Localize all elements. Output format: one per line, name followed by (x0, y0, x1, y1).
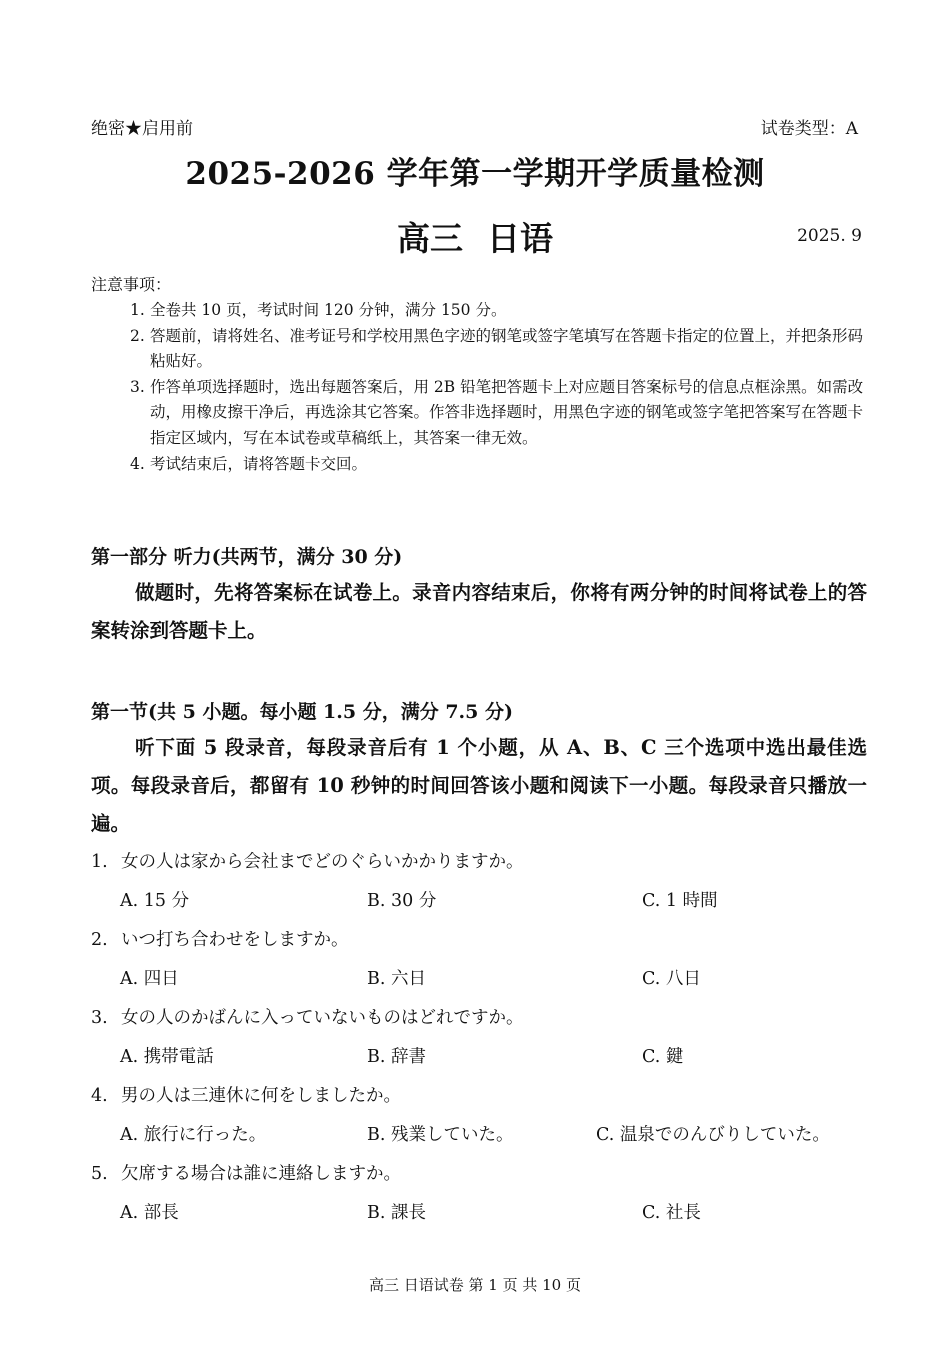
question-3 (91, 1004, 524, 1029)
note-text: 作答单项选择题时，选出每题答案后，用 2B 铅笔把答题卡上对应题目答案标号的信息点框涂黑。如需改动，用橡皮擦干净后，再选涂其它答案。作答非选择题时，用黑色字迹的钢笔或签字笔把答案写在答题卡指定区域内，写在本试卷或草稿纸上，其答案一律无效。 (150, 377, 864, 447)
question-number: 2. (91, 930, 108, 950)
q2-option-c: C. 八日 (642, 969, 701, 989)
question-5 (91, 1160, 401, 1185)
q1-option-a: A. 15 分 (120, 891, 190, 911)
part1-heading: 第一部分 听力(共两节，满分 30 分) (91, 546, 403, 568)
question-text: 欠席する場合は誰に連絡しますか。 (121, 1164, 401, 1184)
note-number: 4. (130, 454, 145, 473)
note-item (130, 324, 870, 375)
q5-option-c: C. 社長 (642, 1203, 701, 1223)
grade-label: 高三 (397, 219, 463, 258)
q2-option-a: A. 四日 (120, 969, 179, 989)
question-2 (91, 926, 349, 951)
question-number: 5. (91, 1164, 108, 1184)
q1-option-c: C. 1 時間 (642, 891, 718, 911)
question-text: いつ打ち合わせをしますか。 (121, 930, 349, 950)
q4-option-a: A. 旅行に行った。 (120, 1125, 267, 1145)
confidential-label: 绝密★启用前 (91, 119, 193, 139)
question-1 (91, 848, 524, 873)
note-number: 3. (130, 377, 145, 396)
subject-label: 日语 (487, 219, 553, 258)
note-text: 答题前，请将姓名、准考证号和学校用黑色字迹的钢笔或签字笔填写在答题卡指定的位置上，并把条形码粘贴好。 (150, 326, 864, 371)
q5-option-b: B. 課長 (367, 1203, 426, 1223)
exam-date: 2025. 9 (797, 226, 862, 246)
section1-heading: 第一节(共 5 小题。每小题 1.5 分，满分 7.5 分) (91, 701, 513, 723)
question-number: 4. (91, 1086, 108, 1106)
page-footer: 高三 日语试卷 第 1 页 共 10 页 (368, 1276, 581, 1294)
part1-instruction: 做题时，先将答案标在试卷上。录音内容结束后，你将有两分钟的时间将试卷上的答案转涂到答题卡上。 (91, 581, 867, 642)
section1-instruction: 听下面 5 段录音，每段录音后有 1 个小题，从 A、B、C 三个选项中选出最佳选项。每段录音后，都留有 10 秒钟的时间回答该小题和阅读下一小题。每段录音只播放一遍。 (91, 736, 867, 835)
note-text: 考试结束后，请将答题卡交回。 (150, 454, 368, 473)
question-4 (91, 1082, 401, 1107)
q2-option-b: B. 六日 (367, 969, 426, 989)
note-item (130, 298, 870, 324)
note-text: 全卷共 10 页，考试时间 120 分钟，满分 150 分。 (150, 301, 507, 319)
q4-option-c: C. 温泉でのんびりしていた。 (596, 1125, 830, 1145)
q4-option-b: B. 残業していた。 (367, 1125, 514, 1145)
question-number: 3. (91, 1008, 108, 1028)
notes-list (130, 298, 870, 477)
q1-option-b: B. 30 分 (367, 891, 437, 911)
question-text: 女の人のかばんに入っていないものはどれですか。 (121, 1008, 524, 1028)
notes-heading: 注意事项： (91, 275, 172, 294)
note-item (130, 452, 870, 478)
exam-title: 2025-2026 学年第一学期开学质量检测 (185, 156, 765, 192)
note-number: 2. (130, 326, 145, 345)
q5-option-a: A. 部長 (120, 1203, 179, 1223)
q3-option-b: B. 辞書 (367, 1047, 426, 1067)
q3-option-c: C. 鍵 (642, 1047, 684, 1067)
q3-option-a: A. 携帯電話 (120, 1047, 214, 1067)
question-text: 女の人は家から会社までどのぐらいかかりますか。 (121, 852, 524, 872)
question-number: 1. (91, 852, 108, 872)
note-item (130, 375, 870, 452)
question-text: 男の人は三連休に何をしましたか。 (121, 1086, 401, 1106)
paper-type-label: 试卷类型：A (760, 119, 858, 139)
note-number: 1. (130, 301, 145, 319)
